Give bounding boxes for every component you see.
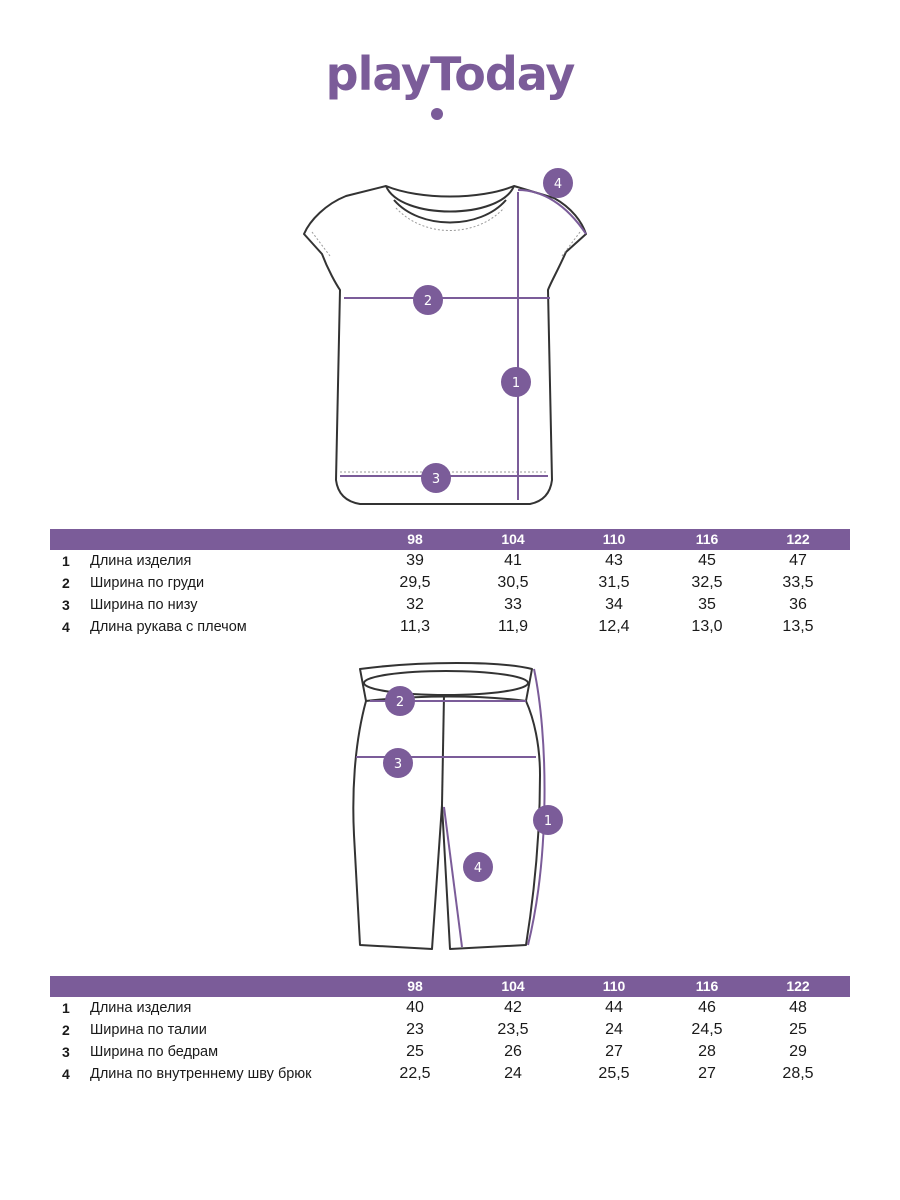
- logo-dot: [431, 108, 443, 120]
- measurement-value: 28,5: [782, 1065, 814, 1082]
- measurement-value: 30,5: [497, 574, 529, 591]
- svg-text:4: 4: [473, 861, 483, 876]
- brand-logo-text: playToday: [325, 48, 575, 101]
- measurement-value: 29,5: [399, 574, 431, 591]
- measurement-name: Длина изделия: [90, 1000, 192, 1016]
- shorts-marker-3: [383, 748, 413, 778]
- measurement-value: 35: [698, 596, 716, 613]
- shorts-size-table: [50, 976, 850, 1085]
- measurement-value: 42: [504, 999, 522, 1016]
- measurement-value: 36: [789, 596, 807, 613]
- shorts-marker-1: [533, 805, 563, 835]
- tshirt-size-table: [50, 529, 850, 638]
- size-label: 98: [407, 978, 423, 994]
- measurement-value: 27: [605, 1043, 623, 1060]
- svg-text:3: 3: [431, 472, 441, 487]
- measurement-value: 25: [406, 1043, 424, 1060]
- measurement-value: 32: [406, 596, 424, 613]
- measurement-value: 46: [698, 999, 716, 1016]
- measurement-value: 22,5: [399, 1065, 431, 1082]
- svg-text:1: 1: [543, 814, 553, 829]
- measurement-name: Ширина по талии: [90, 1022, 207, 1038]
- measurement-name: Ширина по бедрам: [90, 1044, 219, 1060]
- measurement-value: 47: [789, 552, 807, 569]
- measurement-value: 40: [406, 999, 424, 1016]
- measurement-value: 29: [789, 1043, 807, 1060]
- measurement-value: 25: [789, 1021, 807, 1038]
- measurement-value: 24: [504, 1065, 522, 1082]
- measurement-value: 45: [698, 552, 716, 569]
- measurement-value: 32,5: [691, 574, 723, 591]
- measurement-value: 41: [504, 552, 522, 569]
- size-label: 104: [501, 531, 525, 547]
- svg-text:2: 2: [423, 294, 433, 309]
- table-row: [50, 1041, 850, 1063]
- measurement-value: 11,3: [400, 618, 430, 635]
- measurement-value: 26: [504, 1043, 522, 1060]
- measurement-value: 39: [406, 552, 424, 569]
- row-number: 4: [62, 1066, 70, 1082]
- table-row: [50, 594, 850, 616]
- size-label: 110: [602, 531, 626, 547]
- size-label: 122: [786, 978, 810, 994]
- tshirt-marker-2: [413, 285, 443, 315]
- measurement-value: 31,5: [598, 574, 630, 591]
- svg-text:1: 1: [511, 376, 521, 391]
- shorts-drawing: [330, 655, 590, 955]
- size-label: 98: [407, 531, 423, 547]
- table-row: [50, 572, 850, 594]
- measurement-value: 33: [504, 596, 522, 613]
- size-label: 116: [695, 978, 719, 994]
- table-row: [50, 550, 850, 572]
- table-row: [50, 1063, 850, 1085]
- measurement-value: 24: [605, 1021, 623, 1038]
- svg-text:3: 3: [393, 757, 403, 772]
- measurement-value: 43: [605, 552, 623, 569]
- size-label: 122: [786, 531, 810, 547]
- row-number: 2: [62, 1022, 70, 1038]
- measurement-value: 13,5: [782, 618, 814, 635]
- shorts-marker-4: [463, 852, 493, 882]
- table-row: [50, 1019, 850, 1041]
- row-number: 3: [62, 1044, 70, 1060]
- size-label: 110: [602, 978, 626, 994]
- table-row: [50, 997, 850, 1019]
- measurement-value: 27: [698, 1065, 716, 1082]
- row-number: 1: [62, 553, 70, 569]
- row-number: 1: [62, 1000, 70, 1016]
- tshirt-outline: [304, 186, 586, 504]
- brand-logo: [0, 48, 900, 128]
- measurement-value: 23,5: [497, 1021, 529, 1038]
- tshirt-marker-4: [543, 168, 573, 198]
- measurement-value: 34: [605, 596, 623, 613]
- tshirt-marker-1: [501, 367, 531, 397]
- measurement-value: 24,5: [691, 1021, 723, 1038]
- shorts-marker-2: [385, 686, 415, 716]
- svg-text:4: 4: [553, 177, 563, 192]
- measurement-value: 44: [605, 999, 623, 1016]
- measurement-value: 48: [789, 999, 807, 1016]
- measurement-name: Длина по внутреннему шву брюк: [90, 1066, 312, 1082]
- measurement-value: 11,9: [498, 618, 528, 635]
- tshirt-size-header: [50, 529, 850, 550]
- size-label: 116: [695, 531, 719, 547]
- measurement-value: 23: [406, 1021, 424, 1038]
- measurement-value: 28: [698, 1043, 716, 1060]
- measurement-value: 33,5: [782, 574, 814, 591]
- table-row: [50, 616, 850, 638]
- row-number: 4: [62, 619, 70, 635]
- measurement-value: 12,4: [598, 618, 630, 635]
- shorts-measure-lines: [356, 669, 545, 947]
- tshirt-stitches: [312, 208, 580, 472]
- tshirt-marker-3: [421, 463, 451, 493]
- shorts-outline: [353, 663, 540, 949]
- svg-text:2: 2: [395, 695, 405, 710]
- measurement-name: Длина рукава с плечом: [90, 619, 247, 635]
- measurement-name: Ширина по груди: [90, 575, 205, 591]
- measurement-value: 13,0: [691, 618, 723, 635]
- measurement-value: 25,5: [598, 1065, 630, 1082]
- measurement-name: Ширина по низу: [90, 597, 198, 613]
- row-number: 2: [62, 575, 70, 591]
- shorts-size-header: [50, 976, 850, 997]
- tshirt-drawing: [290, 160, 620, 520]
- row-number: 3: [62, 597, 70, 613]
- size-label: 104: [501, 978, 525, 994]
- measurement-name: Длина изделия: [90, 553, 192, 569]
